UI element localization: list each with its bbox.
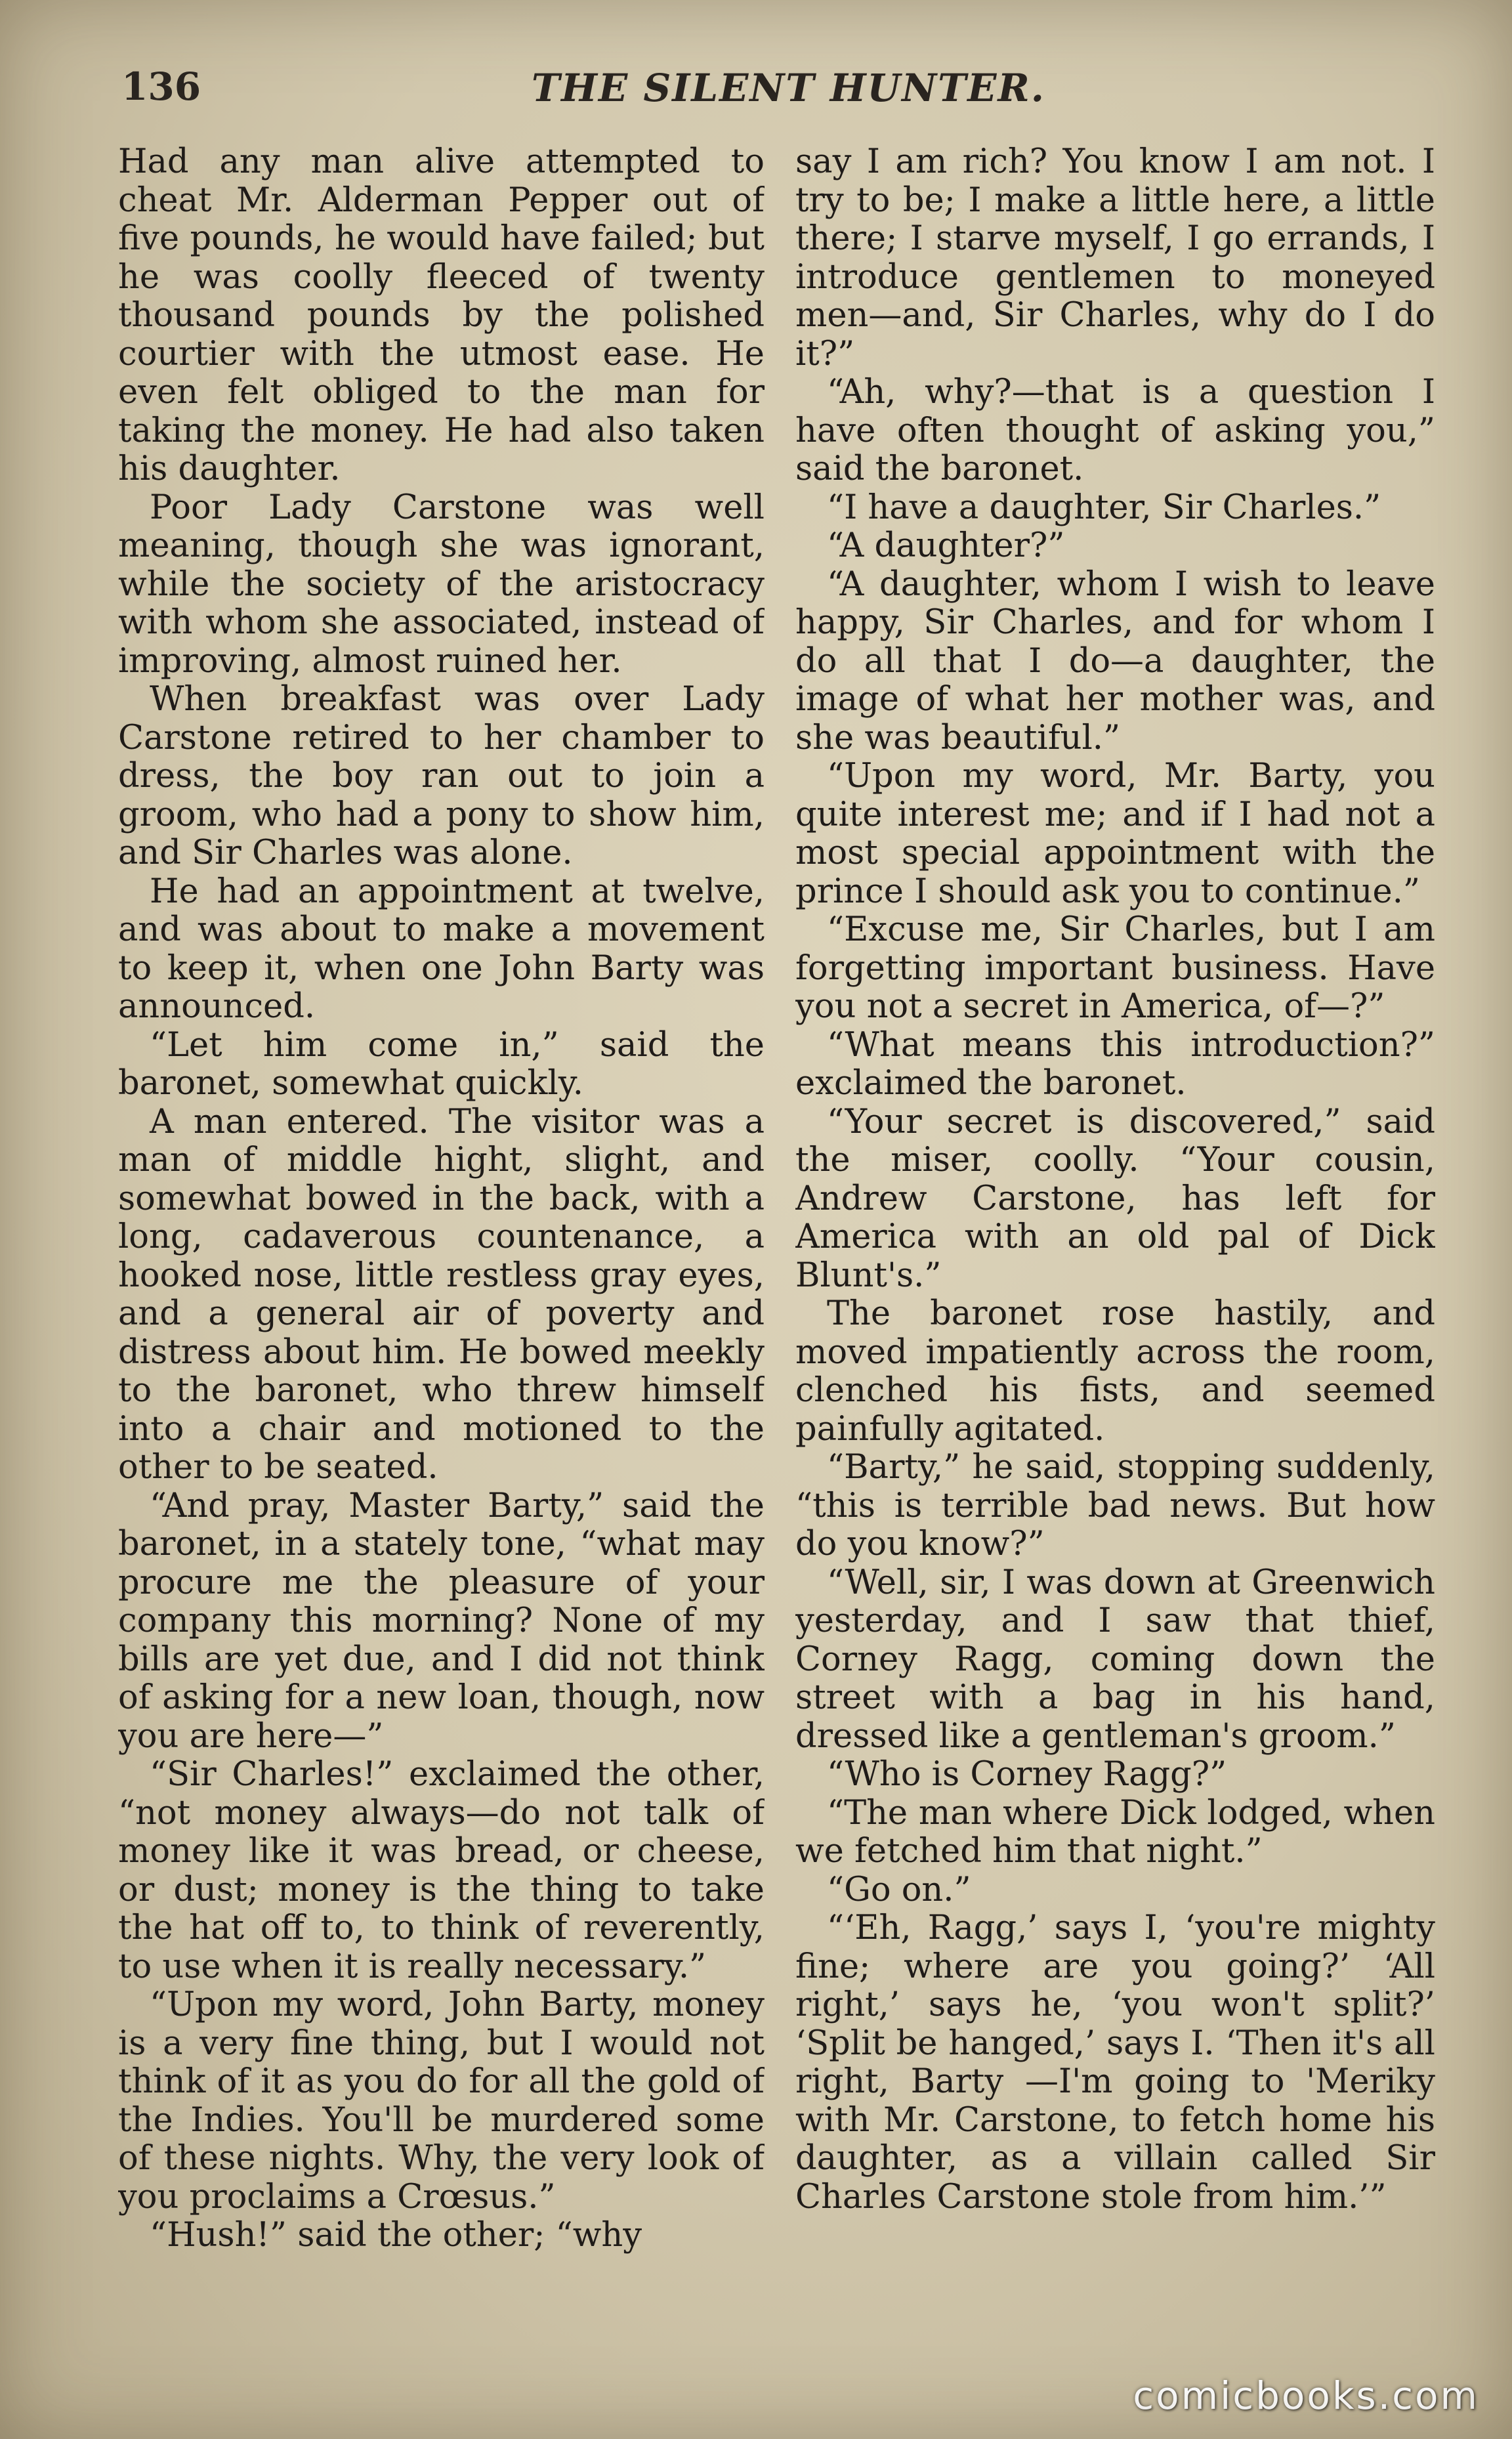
paragraph: When breakfast was over Lady Carstone retired to her chamber to dress, the boy ran out to join a groom, who had a pony to show him, and Sir Charles was alone. — [118, 680, 765, 872]
paragraph: “Go on.” — [827, 1870, 971, 1909]
paragraph: Poor Lady Carstone was well meaning, though she was ignorant, while the society of the aristocracy with whom she associated, instead of improving, almost ruined her. — [118, 488, 765, 681]
paragraph: “The man where Dick lodged, when we fetched him that night.” — [795, 1793, 1435, 1871]
paragraph: “What means this introduction?” exclaimed the baronet. — [795, 1025, 1435, 1103]
page-number: 136 — [121, 64, 201, 109]
paragraph: “Who is Corney Ragg?” — [827, 1755, 1227, 1794]
paragraph: “‘Eh, Ragg,’ says I, ‘you're mighty fine; where are you going?’ ‘All right,’ says he, ‘you won't split?’ ‘Split be hanged,’ says I. ‘Then it's all right, Barty —I'm going to 'Meriky with Mr. Carstone, to fetch home his daughter, as a villain called Sir Charles Carstone stole from him.’” — [795, 1909, 1435, 2216]
paragraph: “And pray, Master Barty,” said the baronet, in a stately tone, “what may procure me the pleasure of your company this morning? None of my bills are yet due, and I did not think of asking for a new loan, though, now you are here—” — [118, 1486, 765, 1756]
right-column — [795, 143, 1435, 2355]
paragraph: “Sir Charles!” exclaimed the other, “not money always—do not talk of money like it was bread, or cheese, or dust; money is the thing to take the hat off to, to think of reverently, to use when it is really necessary.” — [118, 1755, 765, 1986]
paragraph: “Excuse me, Sir Charles, but I am forgetting important business. Have you not a secret in America, of—?” — [795, 910, 1435, 1026]
paragraph: “Upon my word, Mr. Barty, you quite interest me; and if I had not a most special appointment with the prince I should ask you to continue.” — [795, 757, 1435, 911]
paragraph: A man entered. The visitor was a man of middle hight, slight, and somewhat bowed in the back, with a long, cadaverous countenance, a hooked nose, little restless gray eyes, and a general air of poverty and distress about him. He bowed meekly to the baronet, who threw himself into a chair and motioned to the other to be seated. — [118, 1102, 765, 1487]
running-title: THE SILENT HUNTER. — [532, 66, 1045, 110]
paragraph: “Let him come in,” said the baronet, somewhat quickly. — [118, 1025, 765, 1103]
paragraph: “Well, sir, I was down at Greenwich yesterday, and I saw that thief, Corney Ragg, coming down the street with a bag in his hand, dressed like a gentleman's groom.” — [795, 1563, 1435, 1756]
paragraph: The baronet rose hastily, and moved impatiently across the room, clenched his fists, and seemed painfully agitated. — [795, 1294, 1435, 1449]
paragraph: “Barty,” he said, stopping suddenly, “this is terrible bad news. But how do you know?” — [795, 1448, 1435, 1563]
paragraph: He had an appointment at twelve, and was about to make a movement to keep it, when one John Barty was announced. — [118, 872, 765, 1026]
paragraph: “Ah, why?—that is a question I have often thought of asking you,” said the baronet. — [795, 373, 1435, 488]
paragraph: “A daughter?” — [827, 526, 1065, 565]
paragraph: “Hush!” said the other; “why — [150, 2216, 642, 2255]
paragraph: Had any man alive attempted to cheat Mr. Alderman Pepper out of five pounds, he would have failed; but he was coolly fleeced of twenty thousand pounds by the polished courtier with the utmost ease. He even felt obliged to the man for taking the money. He had also taken his daughter. — [118, 143, 765, 488]
left-column — [118, 143, 765, 2355]
paragraph: “Upon my word, John Barty, money is a very fine thing, but I would not think of it as you do for all the gold of the Indies. You'll be murdered some of these nights. Why, the very look of you proclaims a Crœsus.” — [118, 1985, 765, 2216]
paragraph: say I am rich? You know I am not. I try to be; I make a little here, a little there; I starve myself, I go errands, I introduce gentlemen to moneyed men—and, Sir Charles, why do I do it?” — [795, 143, 1435, 373]
watermark: comicbooks.com — [1133, 2373, 1479, 2418]
paragraph: “A daughter, whom I wish to leave happy, Sir Charles, and for whom I do all that I do—a daughter, the image of what her mother was, and she was beautiful.” — [795, 564, 1435, 757]
paragraph: “Your secret is discovered,” said the miser, coolly. “Your cousin, Andrew Carstone, has left for America with an old pal of Dick Blunt's.” — [795, 1102, 1435, 1295]
paragraph: “I have a daughter, Sir Charles.” — [827, 488, 1381, 527]
